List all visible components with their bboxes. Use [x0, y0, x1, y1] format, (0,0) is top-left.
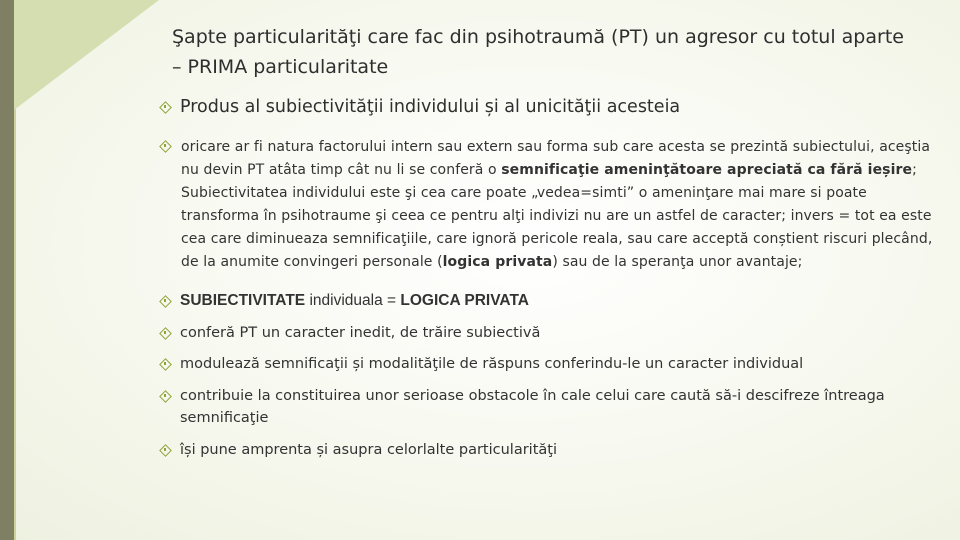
heading-point — [160, 94, 940, 120]
point-bold-logic: LOGICA PRIVATA — [400, 292, 529, 309]
point-text: își pune amprenta și asupra celorlalte particularităţi — [180, 442, 557, 458]
left-decor-bar — [0, 0, 14, 540]
detail-point — [160, 136, 940, 274]
corner-decor — [14, 0, 159, 110]
point-bold-subjectivity: SUBIECTIVITATE — [180, 292, 306, 309]
point-imprint — [160, 439, 940, 461]
diamond-bullet-icon — [160, 328, 170, 338]
diamond-bullet-icon — [160, 141, 170, 151]
diamond-bullet-icon — [160, 445, 170, 455]
heading-point-text: Produs al subiectivităţii individului și al unicităţii acesteia — [180, 97, 681, 117]
detail-part1: oricare ar fi natura factorului intern sau extern sau forma sub care acesta se prezintă subiectului, aceştia nu devin PT atâta timp cât nu li se conferă o — [181, 139, 931, 178]
detail-part3: ) sau de la speranţa unor avantaje; — [552, 254, 803, 270]
point-text: modulează semnificaţii și modalităţile de răspuns conferindu-le un caracter individual — [180, 356, 804, 372]
point-contributes — [160, 385, 920, 429]
point-confers — [160, 322, 940, 344]
point-text: conferă PT un caracter inedit, de trăire subiectivă — [180, 325, 541, 341]
diamond-bullet-icon — [160, 391, 170, 401]
point-normal: individuala = — [305, 292, 401, 309]
diamond-bullet-icon — [160, 296, 170, 306]
slide-title: Şapte particularităţi care fac din psihotraumă (PT) un agresor cu totul aparte – PRIMA particularitate — [172, 26, 904, 78]
diamond-bullet-icon — [160, 102, 170, 112]
detail-bold-logic: logica privata — [442, 254, 553, 270]
point-modulates — [160, 353, 940, 375]
point-text — [180, 290, 529, 312]
point-subjectivity — [160, 290, 940, 312]
detail-text — [181, 136, 940, 274]
detail-bold-threat: semnificaţie ameninţătoare apreciată ca fără ieșire — [501, 162, 913, 178]
point-text: contribuie la constituirea unor serioase obstacole în cale celui care caută să-i descifreze întreaga semnificaţie — [180, 388, 885, 426]
diamond-bullet-icon — [160, 359, 170, 369]
detail-part2: ; Subiectivitatea individului este şi cea care poate „vedea=simti” o ameninţare mai mare si poate transforma în psihotraume şi ceea ce pentru alţi indivizi nu are un astfel de caracter; invers = tot ea este cea care diminueaza semnificaţiile, care ignoră pericole reala, sau care acceptă conștient riscuri plecând, de la anumite convingeri personale ( — [181, 162, 933, 270]
